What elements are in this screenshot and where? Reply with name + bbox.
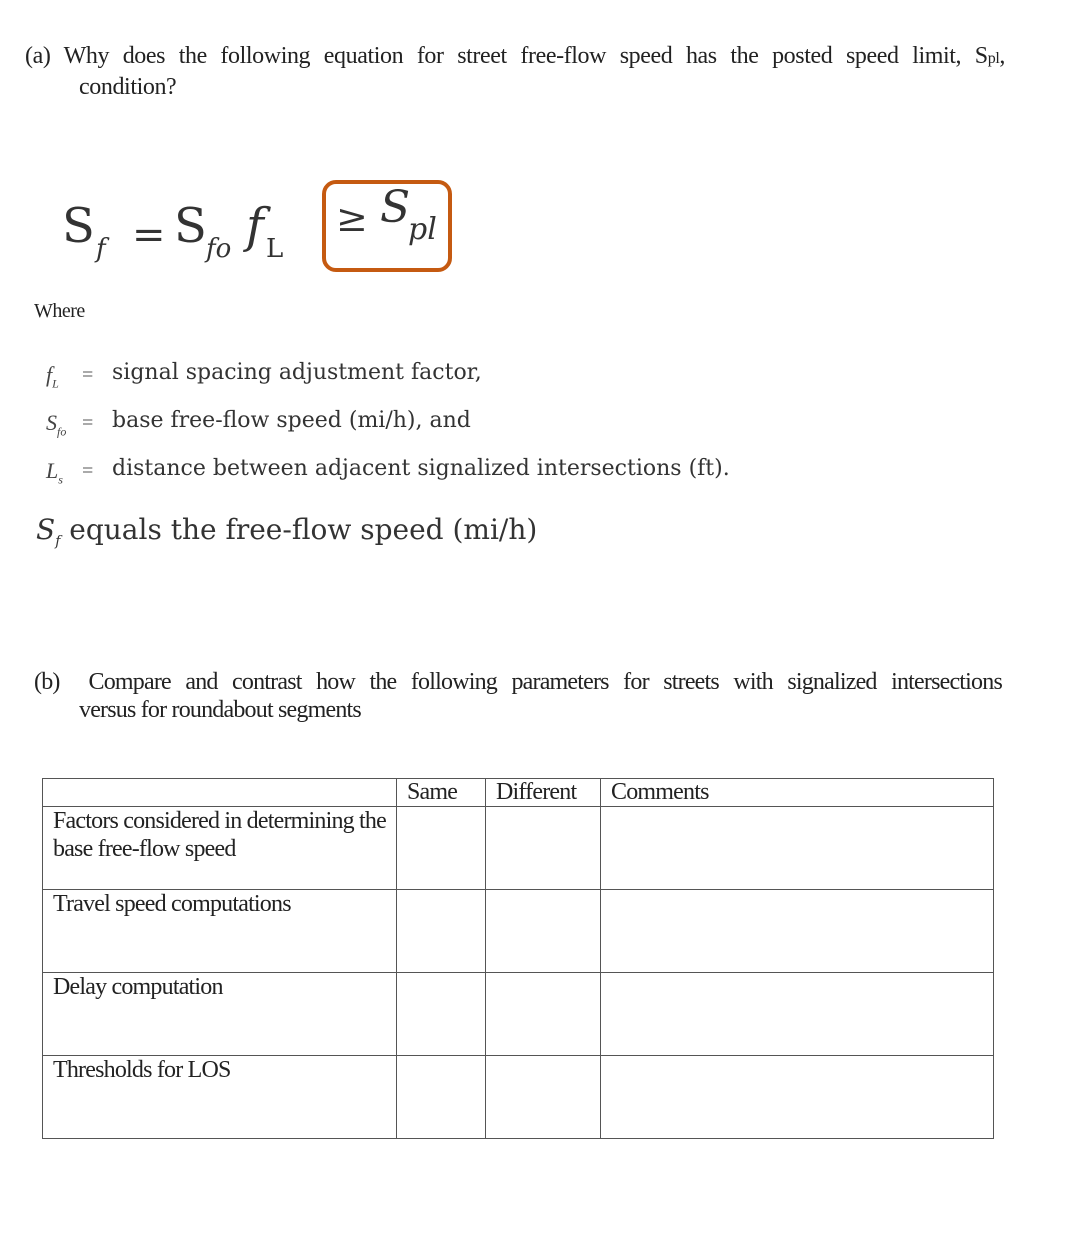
question-b-text: Compare and contrast how the following parameters for streets with signalized intersections: [88, 669, 1002, 695]
definition-sfo: [40, 408, 940, 448]
question-a-line2: condition?: [79, 74, 177, 100]
table-row: [43, 890, 994, 973]
eq-fl-symbol: f: [246, 198, 264, 254]
definition-equals: =: [82, 460, 94, 482]
eq-sf-symbol: S: [62, 198, 95, 254]
question-b: [34, 668, 1002, 724]
definition-equals: =: [82, 364, 94, 386]
header-different: Different: [486, 779, 601, 807]
sf-subscript: f: [55, 533, 61, 550]
table-header-row: [43, 779, 994, 807]
definition-symbol: $S_{fo}$: [46, 410, 67, 439]
question-b-label: (b): [34, 669, 60, 695]
definition-symbol: $L_s$: [46, 458, 63, 487]
cell-different[interactable]: [486, 1056, 601, 1139]
eq-sfo-symbol: S: [174, 198, 207, 254]
eq-geq: ≥: [336, 196, 368, 240]
sf-statement: [36, 513, 537, 550]
question-a-label: (a): [25, 43, 51, 69]
free-flow-speed-equation: [62, 182, 482, 280]
speed-limit-subscript: pl: [987, 50, 1000, 67]
table-row: [43, 1056, 994, 1139]
table-row: [43, 807, 994, 890]
cell-same[interactable]: [397, 890, 486, 973]
speed-limit-symbol: S: [974, 43, 988, 69]
definition-text: base free-flow speed (mi/h), and: [112, 408, 471, 433]
header-comments: Comments: [601, 779, 994, 807]
definition-equals: =: [82, 412, 94, 434]
cell-same[interactable]: [397, 1056, 486, 1139]
comparison-table: [42, 778, 994, 1139]
question-a-comma: ,: [999, 43, 1005, 69]
row-parameter-label: Delay computation: [43, 973, 397, 1056]
row-parameter-label: Thresholds for LOS: [43, 1056, 397, 1139]
question-b-line1: [34, 668, 1002, 696]
cell-same[interactable]: [397, 807, 486, 890]
definition-text: signal spacing adjustment factor,: [112, 360, 482, 385]
cell-different[interactable]: [486, 890, 601, 973]
cell-comments[interactable]: [601, 973, 994, 1056]
header-parameter: [43, 779, 397, 807]
question-b-line2: versus for roundabout segments: [79, 697, 361, 723]
question-a: [25, 42, 1005, 101]
cell-comments[interactable]: [601, 807, 994, 890]
row-parameter-label: Factors considered in determining the base free-flow speed: [43, 807, 397, 890]
question-a-line1: [25, 42, 1005, 73]
eq-sf-subscript: f: [96, 234, 106, 264]
definition-text: distance between adjacent signalized intersections (ft).: [112, 456, 730, 481]
eq-spl-subscript: pl: [408, 212, 437, 247]
eq-spl-symbol: S: [380, 182, 411, 233]
where-label: Where: [34, 300, 85, 322]
definition-fl: [40, 360, 940, 400]
row-parameter-label: Travel speed computations: [43, 890, 397, 973]
header-same: Same: [397, 779, 486, 807]
cell-same[interactable]: [397, 973, 486, 1056]
sf-text: equals the free-flow speed (mi/h): [69, 513, 538, 546]
question-a-text: Why does the following equation for street free-flow speed has the posted speed limit,: [63, 43, 962, 69]
sf-symbol: S: [36, 513, 56, 546]
cell-different[interactable]: [486, 807, 601, 890]
cell-different[interactable]: [486, 973, 601, 1056]
eq-sfo-subscript: fo: [206, 234, 232, 264]
table-row: [43, 973, 994, 1056]
cell-comments[interactable]: [601, 890, 994, 973]
cell-comments[interactable]: [601, 1056, 994, 1139]
definition-symbol: $f_L$: [46, 362, 59, 391]
definition-ls: [40, 456, 940, 496]
eq-equals: =: [132, 212, 166, 258]
eq-fl-subscript: L: [266, 234, 284, 264]
